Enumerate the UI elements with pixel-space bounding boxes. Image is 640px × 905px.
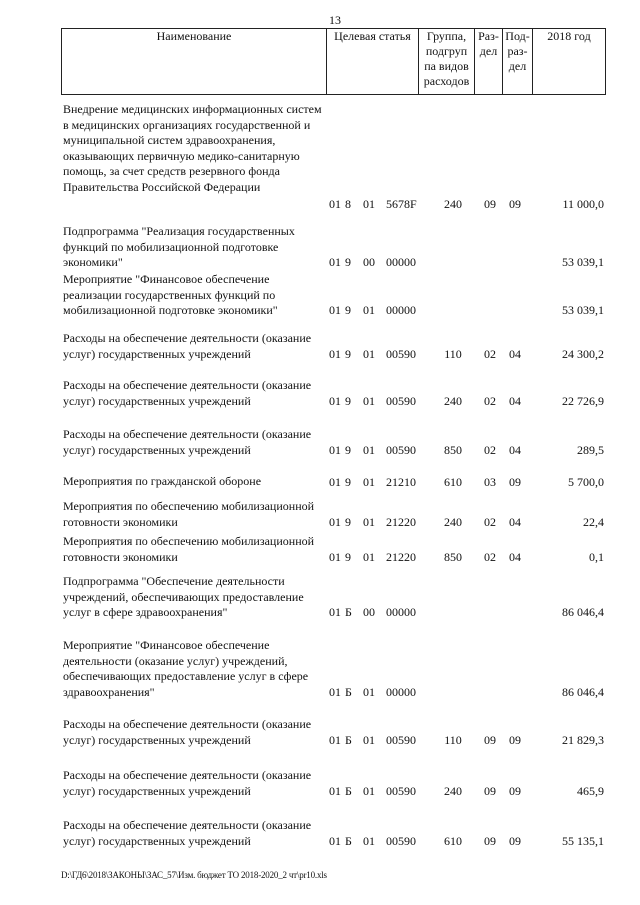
row-name: Расходы на обеспечение деятельности (оказание услуг) государственных учреждений: [63, 818, 312, 848]
header-group-line: расходов: [423, 74, 470, 88]
row-t1: 01: [329, 549, 341, 564]
row-t3: 01: [363, 549, 375, 564]
row-razdel: 09: [484, 783, 496, 798]
header-target: Целевая статья: [326, 29, 418, 94]
row-name: Подпрограмма "Обеспечение деятельности учреждений, обеспечивающих предоставление услуг в сфере здравоохранения": [63, 574, 304, 619]
row-t3: 01: [363, 833, 375, 848]
table-row: [0, 499, 640, 530]
header-group-line: па видов: [424, 59, 469, 73]
row-razdel: 02: [484, 393, 496, 408]
page-number: 13: [329, 13, 341, 27]
row-t1: 01: [329, 684, 341, 699]
row-t4: 00590: [386, 732, 416, 747]
row-t4: 21220: [386, 514, 416, 529]
row-podrazdel: 04: [509, 442, 521, 457]
row-t2: 9: [345, 302, 351, 317]
table-row: [0, 638, 640, 700]
header-group-line: подгруп: [425, 44, 468, 58]
header-group: [418, 29, 474, 94]
table-row: [0, 717, 640, 748]
row-t2: 8: [345, 196, 351, 211]
row-t2: 9: [345, 254, 351, 269]
table-row: [0, 818, 640, 849]
row-name: Мероприятия по обеспечению мобилизационной готовности экономики: [63, 534, 315, 564]
row-amount: 22 726,9: [562, 393, 604, 408]
row-podrazdel: 04: [509, 514, 521, 529]
row-t3: 00: [363, 254, 375, 269]
table-row: [0, 768, 640, 799]
row-amount: 465,9: [577, 783, 604, 798]
row-t2: Б: [345, 604, 352, 619]
row-amount: 0,1: [589, 549, 604, 564]
row-t3: 01: [363, 302, 375, 317]
row-group: 110: [444, 346, 462, 361]
row-amount: 53 039,1: [562, 302, 604, 317]
row-amount: 11 000,0: [562, 196, 604, 211]
row-razdel: 02: [484, 346, 496, 361]
row-t1: 01: [329, 254, 341, 269]
row-t3: 01: [363, 196, 375, 211]
row-name: Расходы на обеспечение деятельности (оказание услуг) государственных учреждений: [63, 331, 312, 361]
header-podrazdel-line: дел: [508, 59, 527, 73]
row-name: Внедрение медицинских информационных систем в медицинских организациях государственной и муниципальной систем здравоохранения, оказывающих первичную медико-санитарную помощь, за счет средств резервного фонда Правительства Российской Федерации: [63, 102, 322, 194]
row-amount: 5 700,0: [568, 474, 604, 489]
row-name: Расходы на обеспечение деятельности (оказание услуг) государственных учреждений: [63, 378, 312, 408]
header-year: 2018 год: [532, 29, 605, 94]
row-t2: Б: [345, 684, 352, 699]
row-amount: 24 300,2: [562, 346, 604, 361]
row-t4: 00000: [386, 604, 416, 619]
row-podrazdel: 09: [509, 196, 521, 211]
row-group: 240: [444, 196, 462, 211]
header-name: Наименование: [156, 29, 232, 43]
row-amount: 86 046,4: [562, 604, 604, 619]
row-t3: 01: [363, 514, 375, 529]
row-t4: 00590: [386, 833, 416, 848]
row-group: 110: [444, 732, 462, 747]
row-t2: Б: [345, 732, 352, 747]
header-podrazdel: [502, 29, 532, 94]
row-razdel: 09: [484, 833, 496, 848]
row-name: Подпрограмма "Реализация государственных функций по мобилизационной подготовке экономики": [63, 224, 295, 269]
header-group-line: Группа,: [426, 29, 467, 43]
row-t2: 9: [345, 474, 351, 489]
footer-file-path: D:\ГД6\2018\ЗАКОНЫ\ЗАС_57\Изм. бюджет ТО 2018-2020_2 чт\pr10.xls: [61, 870, 327, 880]
row-t1: 01: [329, 346, 341, 361]
row-t1: 01: [329, 442, 341, 457]
row-t4: 00000: [386, 254, 416, 269]
row-t2: 9: [345, 346, 351, 361]
row-razdel: 02: [484, 549, 496, 564]
header-razdel-line: Раз-: [478, 29, 499, 43]
row-group: 610: [444, 833, 462, 848]
row-podrazdel: 04: [509, 346, 521, 361]
row-name: Мероприятие "Финансовое обеспечение реализации государственных функций по мобилизационной подготовке экономики": [63, 272, 278, 317]
table-row: [0, 331, 640, 362]
row-t1: 01: [329, 783, 341, 798]
row-group: 240: [444, 514, 462, 529]
row-amount: 289,5: [577, 442, 604, 457]
row-razdel: 02: [484, 514, 496, 529]
row-razdel: 03: [484, 474, 496, 489]
row-t4: 21220: [386, 549, 416, 564]
row-t3: 01: [363, 346, 375, 361]
table-row: [0, 474, 640, 490]
row-t1: 01: [329, 604, 341, 619]
row-t1: 01: [329, 393, 341, 408]
table-row: [0, 102, 640, 212]
row-t4: 00590: [386, 393, 416, 408]
table-header: [61, 28, 606, 95]
row-t4: 5678F: [386, 196, 417, 211]
row-t2: 9: [345, 514, 351, 529]
header-razdel: [474, 29, 502, 94]
table-row: [0, 574, 640, 620]
row-t4: 00590: [386, 346, 416, 361]
row-t3: 01: [363, 393, 375, 408]
row-name: Мероприятия по обеспечению мобилизационной готовности экономики: [63, 499, 315, 529]
row-t3: 01: [363, 783, 375, 798]
row-t4: 21210: [386, 474, 416, 489]
table-row: [0, 427, 640, 458]
row-t3: 01: [363, 732, 375, 747]
row-t2: Б: [345, 783, 352, 798]
row-t2: 9: [345, 442, 351, 457]
header-razdel-line: дел: [479, 44, 498, 58]
header-podrazdel-line: раз-: [507, 44, 528, 58]
table-row: [0, 378, 640, 409]
row-amount: 55 135,1: [562, 833, 604, 848]
row-t1: 01: [329, 474, 341, 489]
row-t1: 01: [329, 833, 341, 848]
row-t3: 01: [363, 442, 375, 457]
row-t1: 01: [329, 302, 341, 317]
row-amount: 22,4: [583, 514, 604, 529]
row-name: Расходы на обеспечение деятельности (оказание услуг) государственных учреждений: [63, 427, 312, 457]
row-t1: 01: [329, 514, 341, 529]
row-group: 240: [444, 393, 462, 408]
row-t4: 00590: [386, 442, 416, 457]
row-t2: 9: [345, 393, 351, 408]
row-t3: 00: [363, 604, 375, 619]
row-group: 850: [444, 442, 462, 457]
row-t3: 01: [363, 474, 375, 489]
row-t4: 00000: [386, 302, 416, 317]
row-name: Расходы на обеспечение деятельности (оказание услуг) государственных учреждений: [63, 768, 312, 798]
row-t3: 01: [363, 684, 375, 699]
row-podrazdel: 09: [509, 732, 521, 747]
header-podrazdel-line: Под-: [505, 29, 530, 43]
row-t2: 9: [345, 549, 351, 564]
row-group: 240: [444, 783, 462, 798]
row-t1: 01: [329, 196, 341, 211]
row-podrazdel: 04: [509, 393, 521, 408]
table-row: [0, 534, 640, 565]
row-razdel: 09: [484, 196, 496, 211]
row-razdel: 09: [484, 732, 496, 747]
table-row: [0, 224, 640, 270]
row-amount: 86 046,4: [562, 684, 604, 699]
row-group: 850: [444, 549, 462, 564]
row-podrazdel: 09: [509, 783, 521, 798]
row-amount: 21 829,3: [562, 732, 604, 747]
row-podrazdel: 04: [509, 549, 521, 564]
row-t4: 00590: [386, 783, 416, 798]
row-t4: 00000: [386, 684, 416, 699]
row-podrazdel: 09: [509, 833, 521, 848]
row-razdel: 02: [484, 442, 496, 457]
row-name: Мероприятия по гражданской обороне: [63, 474, 262, 488]
row-amount: 53 039,1: [562, 254, 604, 269]
row-t1: 01: [329, 732, 341, 747]
row-name: Мероприятие "Финансовое обеспечение деятельности (оказание услуг) учреждений, обеспечивающих предоставление услуг в сфере здравоохранения": [63, 638, 309, 699]
row-name: Расходы на обеспечение деятельности (оказание услуг) государственных учреждений: [63, 717, 312, 747]
row-t2: Б: [345, 833, 352, 848]
row-podrazdel: 09: [509, 474, 521, 489]
table-row: [0, 272, 640, 318]
row-group: 610: [444, 474, 462, 489]
